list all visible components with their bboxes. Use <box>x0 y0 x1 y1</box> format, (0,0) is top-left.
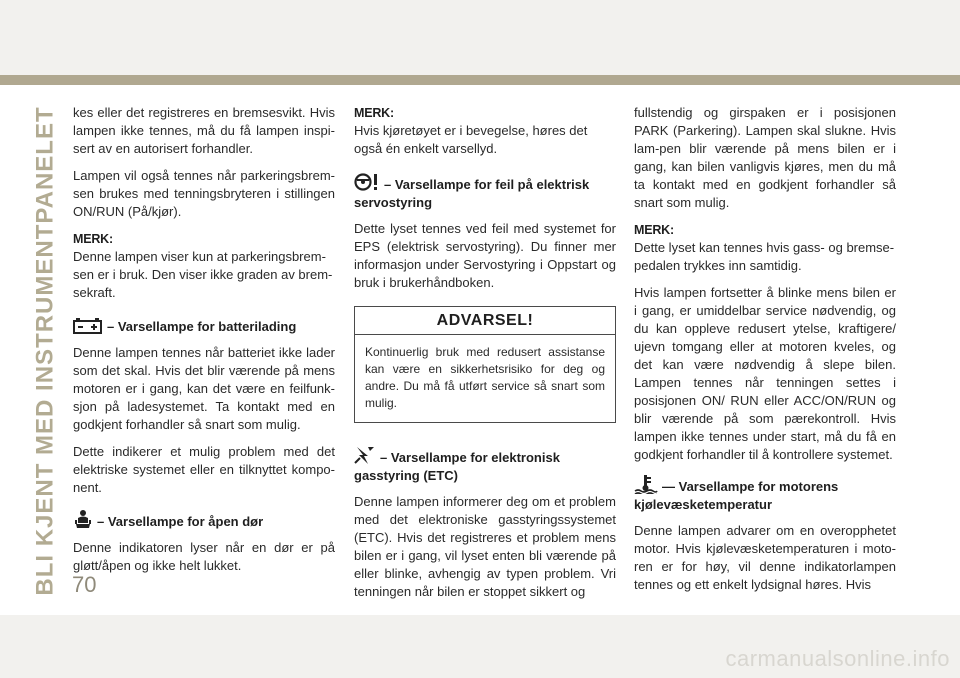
etc-heading <box>354 445 616 485</box>
paragraph: Denne lampen informerer deg om et problem med det elektroniske gasstyringssystemet (ETC). Hvis det registreres et problem mens bilen er i gang, vil lyset enten bli værende på eller blinke, avhengig av typen problem. Vri tenningen når bilen er stoppet sikkert og <box>354 494 616 599</box>
paragraph: Dette indikerer et mulig problem med det elektriske systemet eller en tilknyttet kompo-nent. <box>73 444 335 495</box>
side-title-text: BLI KJENT MED INSTRUMENTPANELET <box>32 106 60 596</box>
coolant-temperature-icon <box>634 474 658 494</box>
warning-box <box>354 306 616 423</box>
door-heading <box>73 509 335 531</box>
paragraph: fullstendig og girspaken er i posisjonen PARK (Parkering). Lampen skal slukne. Hvis lam-pen blir værende på mens bilen er i gang, kan bilen vanligvis kjøres, men du må ta kontakt med en godkjent forhandler så snart som mulig. <box>634 105 896 210</box>
door-open-icon <box>73 509 93 529</box>
note-text: Hvis kjøretøyet er i bevegelse, høres det også én enkelt varsellyd. <box>354 123 588 156</box>
steering-wheel-warning-icon <box>354 172 380 192</box>
paragraph: kes eller det registreres en bremsesvikt. Hvis lampen ikke tennes, må du få lampen inspi-sert av en autorisert forhandler. <box>73 105 335 156</box>
note-block <box>634 221 896 275</box>
battery-heading <box>73 316 335 336</box>
note-label: MERK: <box>73 232 113 246</box>
note-block <box>354 104 616 158</box>
note-label: MERK: <box>634 223 674 237</box>
top-margin <box>0 0 960 75</box>
header-bar <box>0 75 960 85</box>
watermark: carmanualsonline.info <box>725 646 950 671</box>
warning-text: Kontinuerlig bruk med redusert assistanse kan være en sikkerhetsrisiko for deg og andre. Du må få utført service så snart som mulig. <box>365 345 605 410</box>
note-block <box>73 230 335 302</box>
battery-icon <box>73 316 103 334</box>
battery-heading-text: – Varsellampe for batterilading <box>107 319 297 334</box>
coolant-heading <box>634 474 896 514</box>
warning-title: ADVARSEL! <box>355 307 615 335</box>
paragraph: Denne lampen advarer om en overopphetet motor. Hvis kjølevæsketemperaturen i moto-ren er for høy, vil denne indikatorlampen tennes og ett enkelt lydsignal høres. Hvis <box>634 523 896 592</box>
note-text: Denne lampen viser kun at parkeringsbrem-sen er i bruk. Den viser ikke graden av brem-sekraft. <box>73 249 333 300</box>
paragraph: Hvis lampen fortsetter å blinke mens bilen er i gang, er umiddelbar service nødvendig, og du kan oppleve redusert ytelse, kraftigere/ ujevn tomgang eller at motoren kveles, og det kan være nødvendig å slepe bilen. Lampen tennes når tenningen settes i posisjonen ON/ RUN eller ACC/ON/RUN og blir værende på som pærekontroll. Hvis lampen ikke tennes under start, må du få en godkjent forhandler til å kontrollere systemet. <box>634 285 896 462</box>
column-3 <box>634 104 896 603</box>
paragraph: Denne lampen tennes når batteriet ikke lader som det skal. Hvis det blir værende på mens motoren er i gang, kan det være en feilfunk-sjon på ladesystemet. Ta kontakt med en godkjent forhandler så snart som mulig. <box>73 345 335 432</box>
eps-heading <box>354 172 616 212</box>
door-heading-text: – Varsellampe for åpen dør <box>97 514 264 529</box>
paragraph: Dette lyset tennes ved feil med systemet for EPS (elektrisk servostyring). Du finner mer informasjon under Servostyring i Oppstart og bruk i brukerhåndboken. <box>354 221 616 290</box>
note-label: MERK: <box>354 106 394 120</box>
paragraph: Lampen vil også tennes når parkeringsbrem-sen brukes med tenningsbryteren i stillingen ON/RUN (På/kjør). <box>73 168 335 219</box>
coolant-heading-text: — Varsellampe for motorens kjølevæsketemperatur <box>634 479 839 512</box>
page-number: 70 <box>72 572 97 597</box>
etc-heading-text: – Varsellampe for elektronisk gasstyring (ETC) <box>354 450 560 483</box>
lightning-throttle-icon <box>354 445 376 465</box>
note-text: Dette lyset kan tennes hvis gass- og bremse-pedalen trykkes inn samtidig. <box>634 240 895 273</box>
column-2 <box>354 104 616 610</box>
paragraph: Denne indikatoren lyser når en dør er på gløtt/åpen og ikke helt lukket. <box>73 540 335 573</box>
column-1 <box>73 104 335 584</box>
eps-heading-text: – Varsellampe for feil på elektrisk servostyring <box>354 177 590 210</box>
section-side-title <box>32 106 60 596</box>
